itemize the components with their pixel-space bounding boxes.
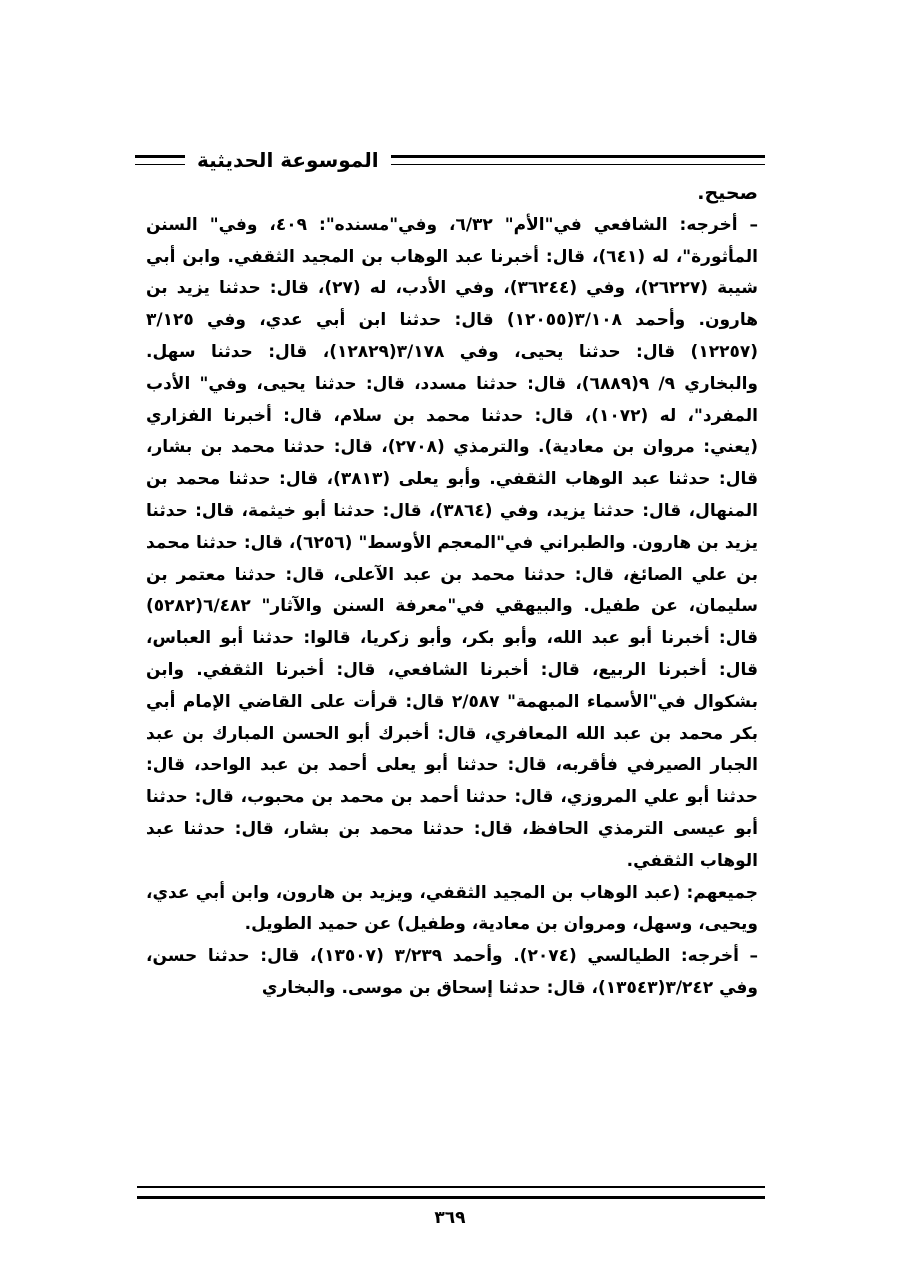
- hadith-grade: صحيح.: [697, 182, 758, 204]
- running-header: [135, 140, 765, 180]
- paragraph-takhrij-2: – أخرجه: الطيالسي (٢٠٧٤). وأحمد ٣/٢٣٩ (١٣٥٠٧)، قال: حدثنا حسن، وفي ٣/٢٤٢(١٣٥٤٣)، قال: حدثنا إسحاق بن موسى. والبخاري: [146, 946, 758, 998]
- header-title: الموسوعة الحديثية: [197, 148, 379, 172]
- header-rule-left: [135, 155, 185, 165]
- page-number: ٣٦٩: [434, 1208, 466, 1228]
- footer-rule: [137, 1186, 765, 1199]
- page-body: [146, 178, 758, 1005]
- header-rule-right: [391, 155, 765, 165]
- paragraph-takhrij-1: – أخرجه: الشافعي في"الأم" ٦/٣٢، وفي"مسنده": ٤٠٩، وفي" السنن المأثورة"، له (٦٤١)، قال: أخبرنا عبد الوهاب بن المجيد الثقفي. وابن أبي شيبة (٢٦٢٢٧)، وفي (٣٦٢٤٤)، وفي الأدب، له (٢٧)، قال: حدثنا يزيد بن هارون. وأحمد ٣/١٠٨(١٢٠٥٥) قال: حدثنا ابن أبي عدي، وفي ٣/١٢٥ (١٢٢٥٧) قال: حدثنا يحيى، وفي ٣/١٧٨(١٢٨٢٩)، قال: حدثنا سهل. والبخاري ٩/ ٩(٦٨٨٩)، قال: حدثنا مسدد، قال: حدثنا يحيى، وفي" الأدب المفرد"، له (١٠٧٢)، قال: حدثنا محمد بن سلام، قال: أخبرنا الفزاري (يعني: مروان بن معادية). والترمذي (٢٧٠٨)، قال: حدثنا محمد بن بشار، قال: حدثنا عبد الوهاب الثقفي. وأبو يعلى (٣٨١٣)، قال: حدثنا محمد بن المنهال، قال: حدثنا يزيد، وفي (٣٨٦٤)، قال: حدثنا أبو خيثمة، قال: حدثنا يزيد بن هارون. والطبراني في"المعجم الأوسط" (٦٢٥٦)، قال: حدثنا محمد بن علي الصائغ، قال: حدثنا محمد بن عبد الآعلى، قال: حدثنا معتمر بن سليمان، عن طفيل. والبيهقي في"معرفة السنن والآثار" ٦/٤٨٢(٥٢٨٢) قال: أخبرنا أبو عبد الله، وأبو بكر، وأبو زكريا، قالوا: حدثنا أبو العباس، قال: أخبرنا الربيع، قال: أخبرنا الشافعي، قال: أخبرنا الثقفي. وابن بشكوال في"الأسماء المبهمة" ٢/٥٨٧ قال: قرأت على القاضي الإمام أبي بكر محمد بن عبد الله المعافري، قال: أخبرك أبو الحسن المبارك بن عبد الجبار الصيرفي فأقربه، قال: حدثنا أبو يعلى أحمد بن عبد الواحد، قال: حدثنا أبو علي المروزي، قال: حدثنا أحمد بن محمد بن محبوب، قال: حدثنا أبو عيسى الترمذي الحافظ، قال: حدثنا محمد بن بشار، قال: حدثنا عبد الوهاب الثقفي.: [146, 214, 759, 871]
- paragraph-summary: جميعهم: (عبد الوهاب بن المجيد الثقفي، ويزيد بن هارون، وابن أبي عدي، ويحيى، وسهل، ومروان بن معادية، وطفيل) عن حميد الطويل.: [146, 882, 758, 935]
